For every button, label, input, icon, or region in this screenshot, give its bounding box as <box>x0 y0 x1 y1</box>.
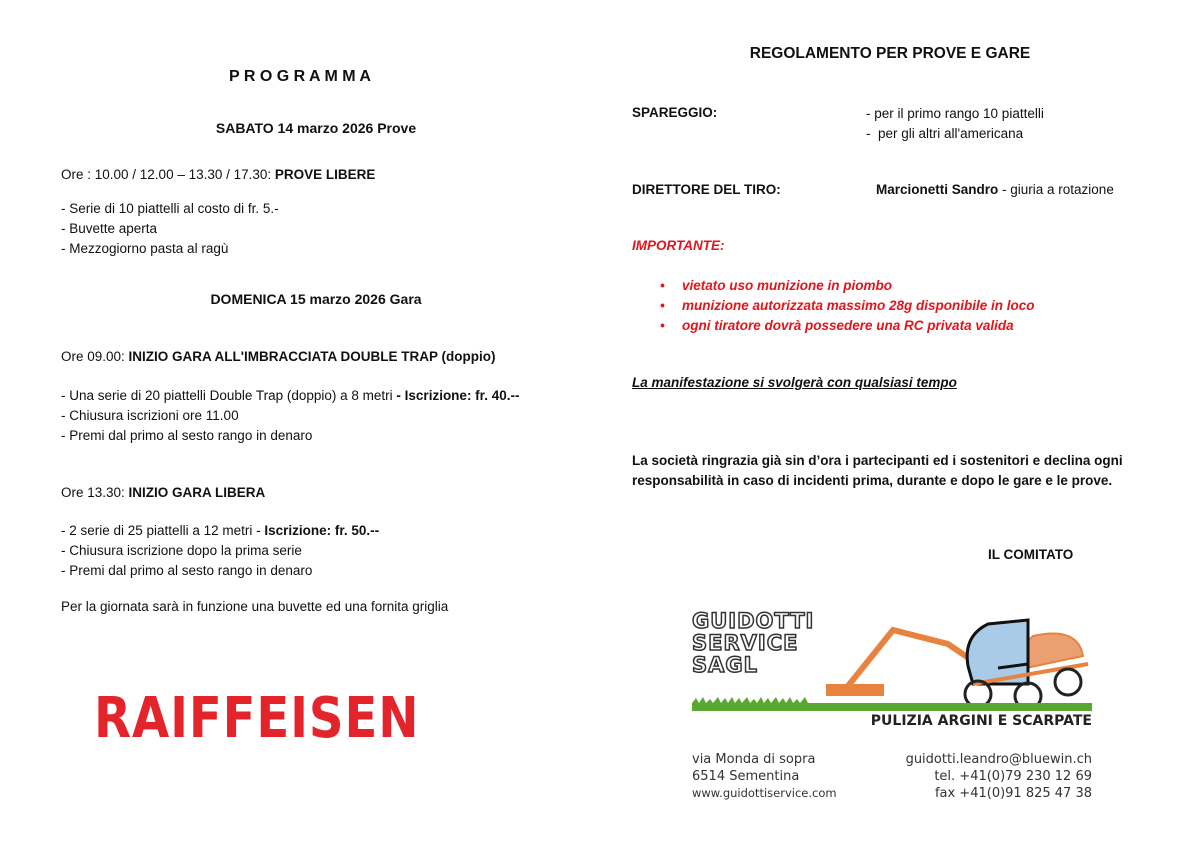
signature: IL COMITATO <box>988 547 1074 562</box>
bullet-icon: • <box>660 318 665 333</box>
saturday-time <box>61 167 375 182</box>
importante-item-text: ogni tiratore dovrà possedere una RC privata valida <box>682 318 1014 333</box>
sunday-heading: DOMENICA 15 marzo 2026 Gara <box>210 291 422 307</box>
double-trap-title: INIZIO GARA ALL'IMBRACCIATA DOUBLE TRAP (doppio) <box>128 349 496 364</box>
regolamento-title: REGOLAMENTO PER PROVE E GARE <box>749 45 1031 62</box>
libera-item: - Premi dal primo al sesto rango in denaro <box>61 563 313 578</box>
double-trap-item <box>61 386 519 406</box>
saturday-list <box>61 199 279 259</box>
guidotti-contacts <box>860 751 1092 802</box>
thanks-paragraph <box>632 451 1123 491</box>
phone-number: tel. +41(0)79 230 12 69 <box>934 769 1092 784</box>
programma-title: P R O G R A M M A <box>229 68 371 85</box>
double-trap-list <box>61 386 519 446</box>
double-trap-item: - Chiusura iscrizioni ore 11.00 <box>61 408 239 423</box>
double-trap-fee: - Iscrizione: fr. 40.-- <box>396 388 520 403</box>
double-trap-time: Ore 09.00: <box>61 349 129 364</box>
importante-item <box>632 316 1035 336</box>
guidotti-line: GUIDOTTI <box>692 609 815 633</box>
guidotti-line: SAGL <box>692 653 758 677</box>
bullet-icon: • <box>660 298 665 313</box>
bullet-icon: • <box>660 278 665 293</box>
spareggio-label: SPAREGGIO: <box>632 105 718 120</box>
saturday-item: - Serie di 10 piattelli al costo di fr. 5.- <box>61 201 279 216</box>
website-link[interactable]: www.guidottiservice.com <box>692 786 837 800</box>
weather-note: La manifestazione si svolgerà con qualsiasi tempo <box>632 375 957 390</box>
importante-item-text: vietato uso munizione in piombo <box>682 278 893 293</box>
direttore-rest: - giuria a rotazione <box>998 182 1114 197</box>
importante-list <box>632 276 1035 336</box>
double-trap-item-text: - Una serie di 20 piattelli Double Trap (doppio) a 8 metri <box>61 388 397 403</box>
saturday-item: - Buvette aperta <box>61 221 158 236</box>
double-trap-item: - Premi dal primo al sesto rango in denaro <box>61 428 313 443</box>
footer-note: Per la giornata sarà in funzione una buvette ed una fornita griglia <box>61 599 449 614</box>
fax-number: fax +41(0)91 825 47 38 <box>934 786 1092 801</box>
thanks-line: La società ringrazia già sin d’ora i partecipanti ed i sostenitori e declina ogni <box>632 453 1123 468</box>
guidotti-logo <box>688 606 1098 736</box>
spareggio-line: - per il primo rango 10 piattelli <box>866 106 1044 121</box>
direttore-value <box>876 182 1114 197</box>
saturday-item: - Mezzogiorno pasta al ragù <box>61 241 229 256</box>
thanks-line: responsabilità in caso di incidenti prima, durante e dopo le gare e le prove. <box>632 473 1113 488</box>
importante-item <box>632 276 1035 296</box>
importante-item <box>632 296 1035 316</box>
libera-fee: Iscrizione: fr. 50.-- <box>264 523 380 538</box>
guidotti-tagline: PULIZIA ARGINI E SCARPATE <box>870 713 1092 729</box>
libera-time: Ore 13.30: <box>61 485 129 500</box>
guidotti-wordmark <box>692 610 814 676</box>
libera-item-text: - 2 serie di 25 piattelli a 12 metri - <box>61 523 265 538</box>
guidotti-line: SERVICE <box>692 631 799 655</box>
spareggio-lines <box>866 104 1044 144</box>
direttore-label: DIRETTORE DEL TIRO: <box>632 182 781 197</box>
raiffeisen-logo: RAIFFEISEN <box>94 686 420 751</box>
importante-item-text: munizione autorizzata massimo 28g disponibile in loco <box>682 298 1035 313</box>
libera-list <box>61 521 379 581</box>
email-link[interactable]: guidotti.leandro@bluewin.ch <box>905 752 1092 767</box>
libera-title: INIZIO GARA LIBERA <box>128 485 266 500</box>
double-trap-heading <box>61 349 495 364</box>
importante-label: IMPORTANTE: <box>632 238 725 253</box>
libera-item <box>61 521 379 541</box>
guidotti-address <box>692 751 837 802</box>
saturday-time-bold: PROVE LIBERE <box>274 167 376 182</box>
spareggio-line: - per gli altri all'americana <box>866 126 1024 141</box>
saturday-time-prefix: Ore : 10.00 / 12.00 – 13.30 / 17.30: <box>61 167 275 182</box>
address-line: 6514 Sementina <box>692 769 800 784</box>
direttore-name: Marcionetti Sandro <box>876 182 999 197</box>
address-line: via Monda di sopra <box>692 752 816 767</box>
saturday-heading: SABATO 14 marzo 2026 Prove <box>215 120 417 136</box>
libera-item: - Chiusura iscrizione dopo la prima serie <box>61 543 302 558</box>
libera-heading <box>61 485 265 500</box>
